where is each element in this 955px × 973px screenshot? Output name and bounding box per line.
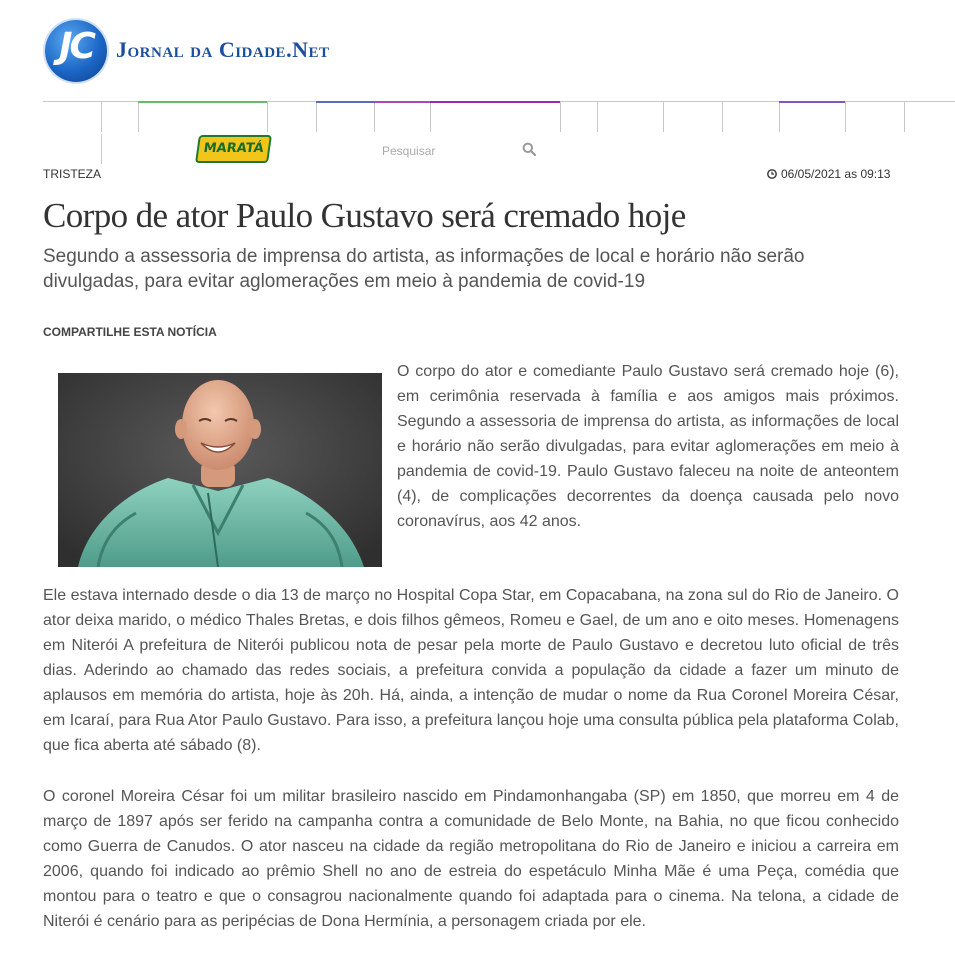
nav-item[interactable] — [904, 101, 905, 132]
nav-accent — [374, 101, 430, 103]
nav-item[interactable] — [374, 101, 375, 132]
sponsor-label: MARATÁ — [202, 141, 265, 156]
nav-item[interactable] — [101, 101, 102, 132]
nav-item[interactable] — [138, 101, 139, 132]
nav-item[interactable] — [845, 101, 846, 132]
share-label: COMPARTILHE ESTA NOTÍCIA — [43, 325, 217, 339]
nav-item[interactable] — [316, 101, 317, 132]
nav-item[interactable] — [267, 101, 268, 132]
article-title: Corpo de ator Paulo Gustavo será cremado hoje — [43, 196, 686, 235]
photo-illustration — [58, 373, 382, 567]
nav-accent — [430, 101, 560, 103]
nav-accent — [779, 101, 845, 103]
nav-accent — [138, 101, 267, 103]
nav-item[interactable] — [779, 101, 780, 132]
nav-item[interactable] — [722, 101, 723, 132]
nav-item[interactable] — [597, 101, 598, 132]
nav-item[interactable] — [663, 101, 664, 132]
sponsor-logo[interactable] — [195, 135, 272, 163]
search-input[interactable] — [380, 140, 514, 162]
logo-text: JC — [59, 26, 93, 67]
site-logo[interactable] — [45, 20, 107, 82]
nav-divider — [101, 134, 102, 164]
nav-accent — [316, 101, 374, 103]
time-connector: as — [844, 167, 858, 181]
article-photo — [58, 373, 382, 567]
clock-icon — [767, 169, 777, 179]
publish-date: 06/05/2021 — [781, 167, 842, 181]
publish-time: 09:13 — [860, 167, 891, 181]
nav-item[interactable] — [430, 101, 431, 132]
article-paragraph: O coronel Moreira César foi um militar brasileiro nascido em Pindamonhangaba (SP) em 1850, que morreu em 4 de março de 1897 após ser ferido na campanha contra a comunidade de Belo Monte, na Bahia, no que ficou conhecido como Guerra de Canudos. O ator nasceu na cidade da região metropolitana do Rio de Janeiro e iniciou a carreira em 2006, quando foi indicado ao prêmio Shell no ano de estreia do espetáculo Minha Mãe é uma Peça, comédia que montou para o teatro e que o consagrou nacionalmente quando foi adaptada para o cinema. Na telona, a cidade de Niterói é cenário para as peripécias de Dona Hermínia, a personagem criada por ele. — [43, 788, 899, 930]
nav-item[interactable] — [560, 101, 561, 132]
article-subtitle: Segundo a assessoria de imprensa do artista, as informações de local e horário não serão divulgadas, para evitar aglomerações em meio à pandemia de covid-19 — [43, 246, 805, 292]
publish-datetime — [767, 167, 890, 181]
article-paragraph: Ele estava internado desde o dia 13 de março no Hospital Copa Star, em Copacabana, na zona sul do Rio de Janeiro. O ator deixa marido, o médico Thales Bretas, e dois filhos gêmeos, Romeu e Gael, de um ano e oito meses. Homenagens em Niterói A prefeitura de Niterói publicou nota de pesar pela morte de Paulo Gustavo e decretou luto oficial de três dias. Aderindo ao chamado das redes sociais, a prefeitura convida a população da cidade a fazer um minuto de aplausos em memória do artista, hoje às 20h. Há, ainda, a intenção de mudar o nome da Rua Coronel Moreira César, em Icaraí, para Rua Ator Paulo Gustavo. Para isso, a prefeitura lançou hoje uma consulta pública pela plataforma Colab, que fica aberta até sábado (8). — [43, 587, 899, 754]
article-paragraph: O corpo do ator e comediante Paulo Gustavo será cremado hoje (6), em cerimônia reservada à família e aos amigos mais próximos. Segundo a assessoria de imprensa do artista, as informações de local e horário não serão divulgadas, para evitar aglomerações em meio à pandemia de covid-19. Paulo Gustavo faleceu na noite de anteontem (4), de complicações decorrentes da doença causada pelo novo coronavírus, aos 42 anos. — [397, 363, 899, 530]
category-label[interactable]: TRISTEZA — [43, 167, 102, 181]
search-icon[interactable] — [522, 142, 536, 156]
site-name[interactable]: Jornal da Cidade.Net — [116, 37, 330, 62]
